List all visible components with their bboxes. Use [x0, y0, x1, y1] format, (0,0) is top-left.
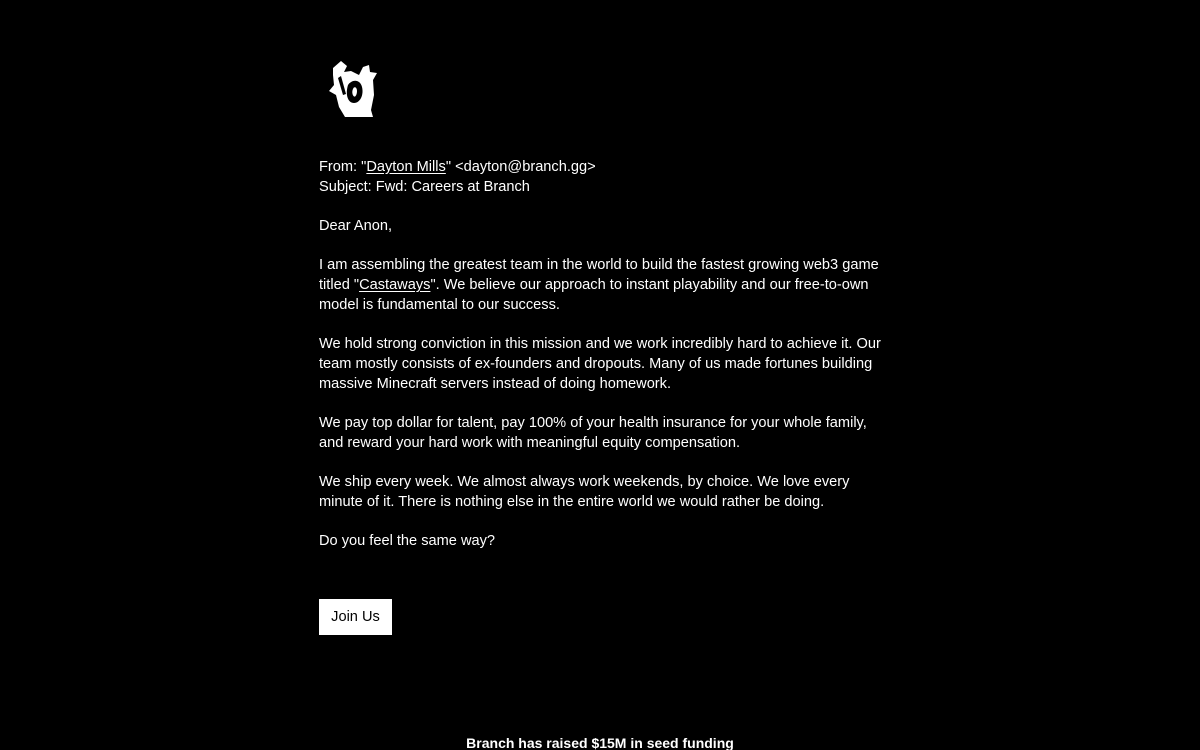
from-address: " <dayton@branch.gg>	[445, 159, 596, 175]
paragraph-intro-end: ". We believe our approach to instant playability and our free-to-own model is fundamental to our success.	[319, 277, 869, 313]
from-line	[319, 158, 889, 178]
paragraph-work-ethic: We ship every week. We almost always work weekends, by choice. We love every minute of it. There is nothing else in the entire world we would rather be doing.	[319, 474, 850, 510]
paragraph-compensation: We pay top dollar for talent, pay 100% of your health insurance for your whole family, and reward your hard work with meaningful equity compensation.	[319, 415, 867, 451]
sender-name-link[interactable]: Dayton Mills	[366, 159, 446, 175]
from-prefix: From: "	[319, 159, 367, 175]
paragraph-intro-start: I am assembling the greatest team in the world to build the fastest growing web3 game titled "	[319, 257, 879, 294]
branch-logo-icon	[327, 58, 379, 120]
greeting: Dear Anon,	[319, 218, 393, 235]
closing-question: Do you feel the same way?	[319, 533, 496, 550]
castaways-link[interactable]: Castaways	[359, 277, 431, 294]
email-header	[319, 158, 889, 197]
email-body	[319, 158, 889, 572]
paragraph-conviction: We hold strong conviction in this mission and we work incredibly hard to achieve it. Our team mostly consists of ex-founders and dropouts. Many of us made fortunes building massive Minecraft servers instead of doing homework.	[319, 336, 881, 392]
paragraph-intro	[319, 256, 889, 315]
join-us-button[interactable]: Join Us	[319, 599, 392, 635]
funding-announcement: Branch has raised $15M in seed funding	[466, 735, 734, 750]
subject-line: Subject: Fwd: Careers at Branch	[319, 178, 530, 195]
